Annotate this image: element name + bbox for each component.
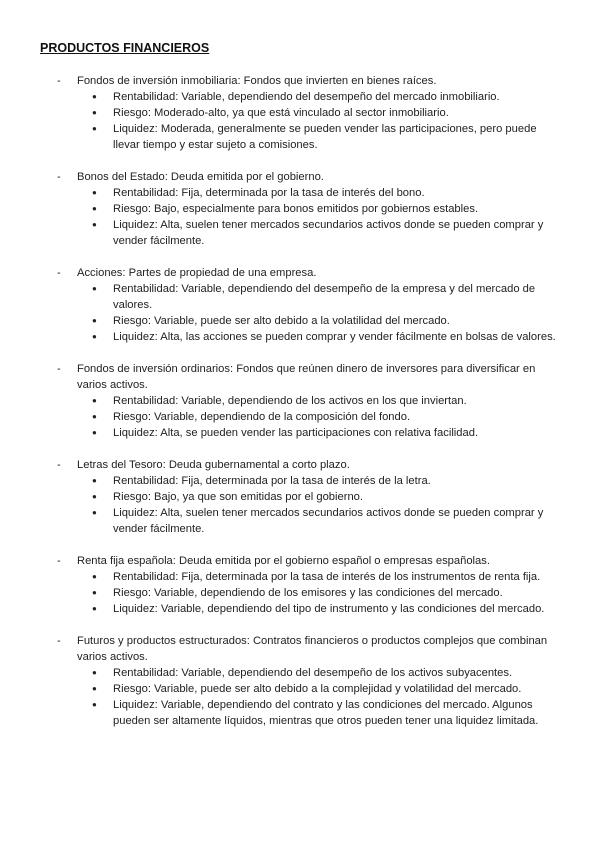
section-list [40, 73, 560, 729]
bullet-item: ● Liquidez: Alta, suelen tener mercados secundarios activos donde se pueden comprar y vender fácilmente. [92, 505, 560, 537]
bullet-item: ● Liquidez: Moderada, generalmente se pueden vender las participaciones, pero puede llevar tiempo y estar sujeto a comisiones. [92, 121, 560, 153]
section-heading-line [40, 457, 560, 473]
bullet-item: ● Rentabilidad: Variable, dependiendo de los activos en los que inviertan. [92, 393, 560, 409]
section-heading-line [40, 361, 560, 393]
section-heading: Futuros y productos estructurados: Contratos financieros o productos complejos que combinan varios activos. [77, 635, 548, 663]
bullet-item: ● Liquidez: Variable, dependiendo del tipo de instrumento y las condiciones del mercado. [92, 601, 560, 617]
page-title: PRODUCTOS FINANCIEROS [40, 41, 210, 55]
bullet-item: ● Riesgo: Bajo, ya que son emitidas por el gobierno. [92, 489, 560, 505]
bullet-list [40, 393, 560, 441]
bullet-item: ● Rentabilidad: Variable, dependiendo del desempeño de la empresa y del mercado de valores. [92, 281, 560, 313]
bullet-list [40, 281, 560, 345]
product-section [40, 73, 560, 153]
bullet-item: ● Rentabilidad: Fija, determinada por la tasa de interés del bono. [92, 185, 560, 201]
bullet-list [40, 89, 560, 153]
product-section [40, 265, 560, 345]
section-heading-line [40, 169, 560, 185]
dash-marker: - [57, 635, 61, 647]
bullet-list [40, 569, 560, 617]
bullet-item: ● Liquidez: Alta, las acciones se pueden comprar y vender fácilmente en bolsas de valores. [92, 329, 560, 345]
section-heading: Fondos de inversión ordinarios: Fondos que reúnen dinero de inversores para diversificar en varios activos. [77, 363, 536, 391]
document-page [40, 40, 560, 745]
product-section [40, 633, 560, 729]
section-heading: Renta fija española: Deuda emitida por el gobierno español o empresas españolas. [77, 555, 490, 567]
bullet-item: ● Rentabilidad: Fija, determinada por la tasa de interés de la letra. [92, 473, 560, 489]
section-heading-line [40, 553, 560, 569]
dash-marker: - [57, 363, 61, 375]
bullet-list [40, 665, 560, 729]
bullet-list [40, 185, 560, 249]
bullet-item: ● Riesgo: Moderado-alto, ya que está vinculado al sector inmobiliario. [92, 105, 560, 121]
bullet-item: ● Riesgo: Variable, dependiendo de los emisores y las condiciones del mercado. [92, 585, 560, 601]
section-heading: Acciones: Partes de propiedad de una empresa. [77, 267, 317, 279]
product-section [40, 361, 560, 441]
section-heading-line [40, 265, 560, 281]
bullet-item: ● Liquidez: Alta, suelen tener mercados secundarios activos donde se pueden comprar y vender fácilmente. [92, 217, 560, 249]
bullet-item: ● Rentabilidad: Variable, dependiendo del desempeño del mercado inmobiliario. [92, 89, 560, 105]
bullet-item: ● Riesgo: Variable, puede ser alto debido a la volatilidad del mercado. [92, 313, 560, 329]
product-section [40, 553, 560, 617]
section-heading: Letras del Tesoro: Deuda gubernamental a corto plazo. [77, 459, 350, 471]
section-heading: Bonos del Estado: Deuda emitida por el gobierno. [77, 171, 324, 183]
bullet-item: ● Liquidez: Variable, dependiendo del contrato y las condiciones del mercado. Algunos pueden ser altamente líquidos, mientras que otros pueden tener una liquidez limitada. [92, 697, 560, 729]
dash-marker: - [57, 267, 61, 279]
dash-marker: - [57, 555, 61, 567]
bullet-list [40, 473, 560, 537]
bullet-item: ● Liquidez: Alta, se pueden vender las participaciones con relativa facilidad. [92, 425, 560, 441]
section-heading: Fondos de inversión inmobiliaria: Fondos que invierten en bienes raíces. [77, 75, 437, 87]
section-heading-line [40, 73, 560, 89]
product-section [40, 457, 560, 537]
bullet-item: ● Riesgo: Variable, dependiendo de la composición del fondo. [92, 409, 560, 425]
dash-marker: - [57, 171, 61, 183]
bullet-item: ● Riesgo: Variable, puede ser alto debido a la complejidad y volatilidad del mercado. [92, 681, 560, 697]
bullet-item: ● Rentabilidad: Variable, dependiendo del desempeño de los activos subyacentes. [92, 665, 560, 681]
bullet-item: ● Rentabilidad: Fija, determinada por la tasa de interés de los instrumentos de renta fija. [92, 569, 560, 585]
dash-marker: - [57, 459, 61, 471]
section-heading-line [40, 633, 560, 665]
bullet-item: ● Riesgo: Bajo, especialmente para bonos emitidos por gobiernos estables. [92, 201, 560, 217]
dash-marker: - [57, 75, 61, 87]
product-section [40, 169, 560, 249]
